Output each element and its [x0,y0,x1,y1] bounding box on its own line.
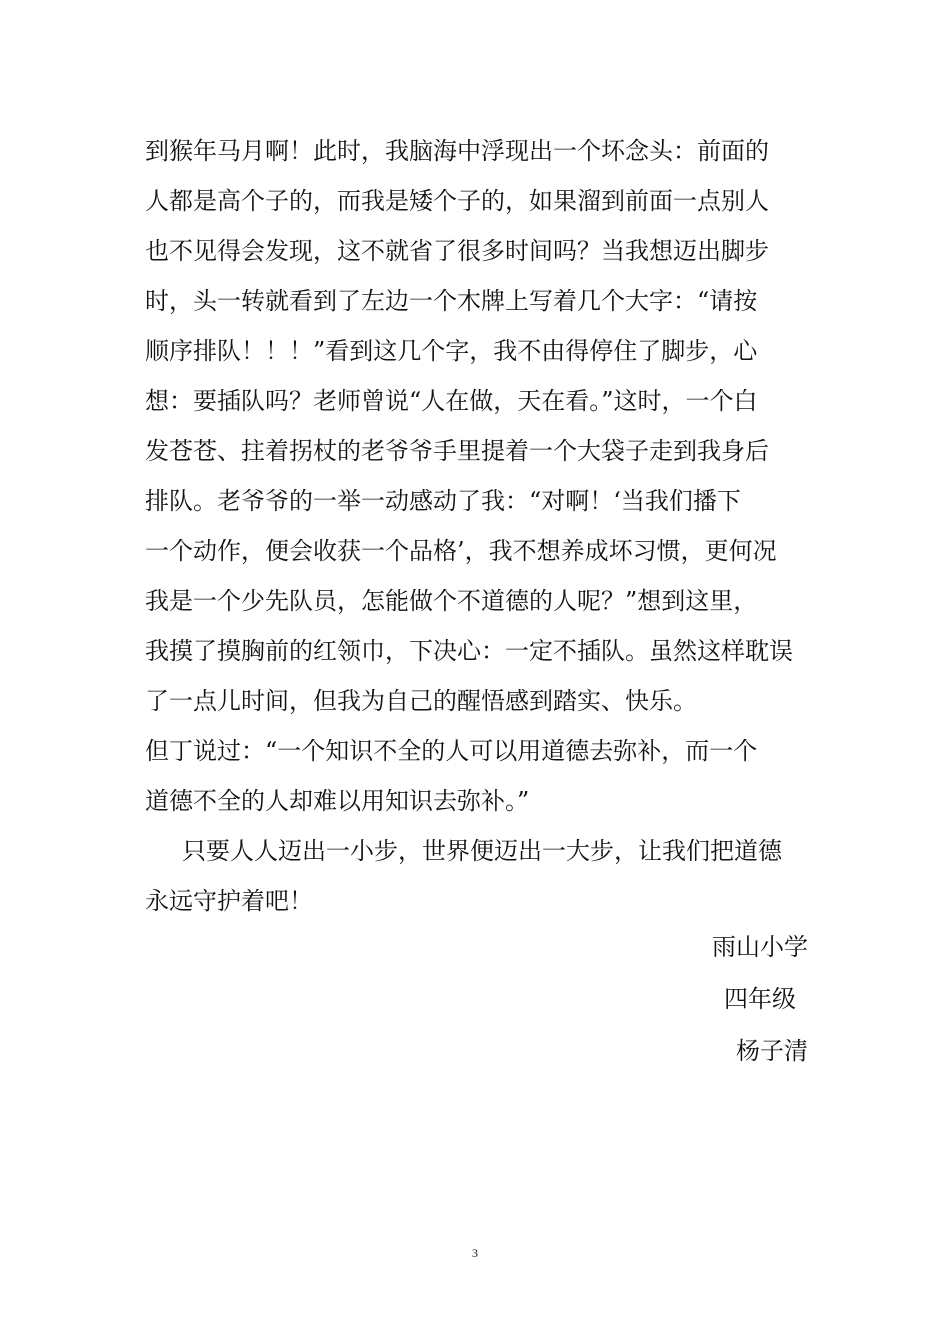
signature-grade: 四年级 [724,985,796,1013]
paragraph-3 [145,826,810,926]
text-line: 一个动作，便会收获一个品格’，我不想养成坏习惯，更何况 [145,537,777,565]
text-line: 时，头一转就看到了左边一个木牌上写着几个大字：“请按 [145,287,758,315]
text-line: 我是一个少先队员，怎能做个不道德的人呢？”想到这里， [145,587,758,615]
text-line: 道德不全的人却难以用知识去弥补。” [145,787,530,815]
text-line: 我摸了摸胸前的红领巾，下决心：一定不插队。虽然这样耽误 [145,637,793,665]
page-number: 3 [472,1246,478,1260]
text-line: 顺序排队！！！”看到这几个字，我不由得停住了脚步，心 [145,337,758,365]
paragraph-1 [145,126,810,726]
text-line: 想：要插队吗？老师曾说“人在做，天在看。”这时，一个白 [145,387,758,415]
signature-school: 雨山小学 [712,933,808,961]
paragraph-2 [145,726,810,826]
essay-body [145,126,810,926]
text-line: 人都是高个子的，而我是矮个子的，如果溜到前面一点别人 [145,187,769,215]
signature-name: 杨子清 [736,1037,808,1065]
text-line: 但丁说过：“一个知识不全的人可以用道德去弥补，而一个 [145,737,758,765]
text-line: 发苍苍、拄着拐杖的老爷爷手里提着一个大袋子走到我身后 [145,437,769,465]
text-line: 永远守护着吧！ [145,887,313,915]
author-signature [712,921,808,1077]
text-line: 到猴年马月啊！此时，我脑海中浮现出一个坏念头：前面的 [145,137,769,165]
text-line: 了一点儿时间，但我为自己的醒悟感到踏实、快乐。 [145,687,697,715]
text-line: 排队。老爷爷的一举一动感动了我：“对啊！‘当我们播下 [145,487,741,515]
text-line: 只要人人迈出一小步，世界便迈出一大步，让我们把道德 [182,837,782,865]
text-line: 也不见得会发现，这不就省了很多时间吗？当我想迈出脚步 [145,237,769,265]
